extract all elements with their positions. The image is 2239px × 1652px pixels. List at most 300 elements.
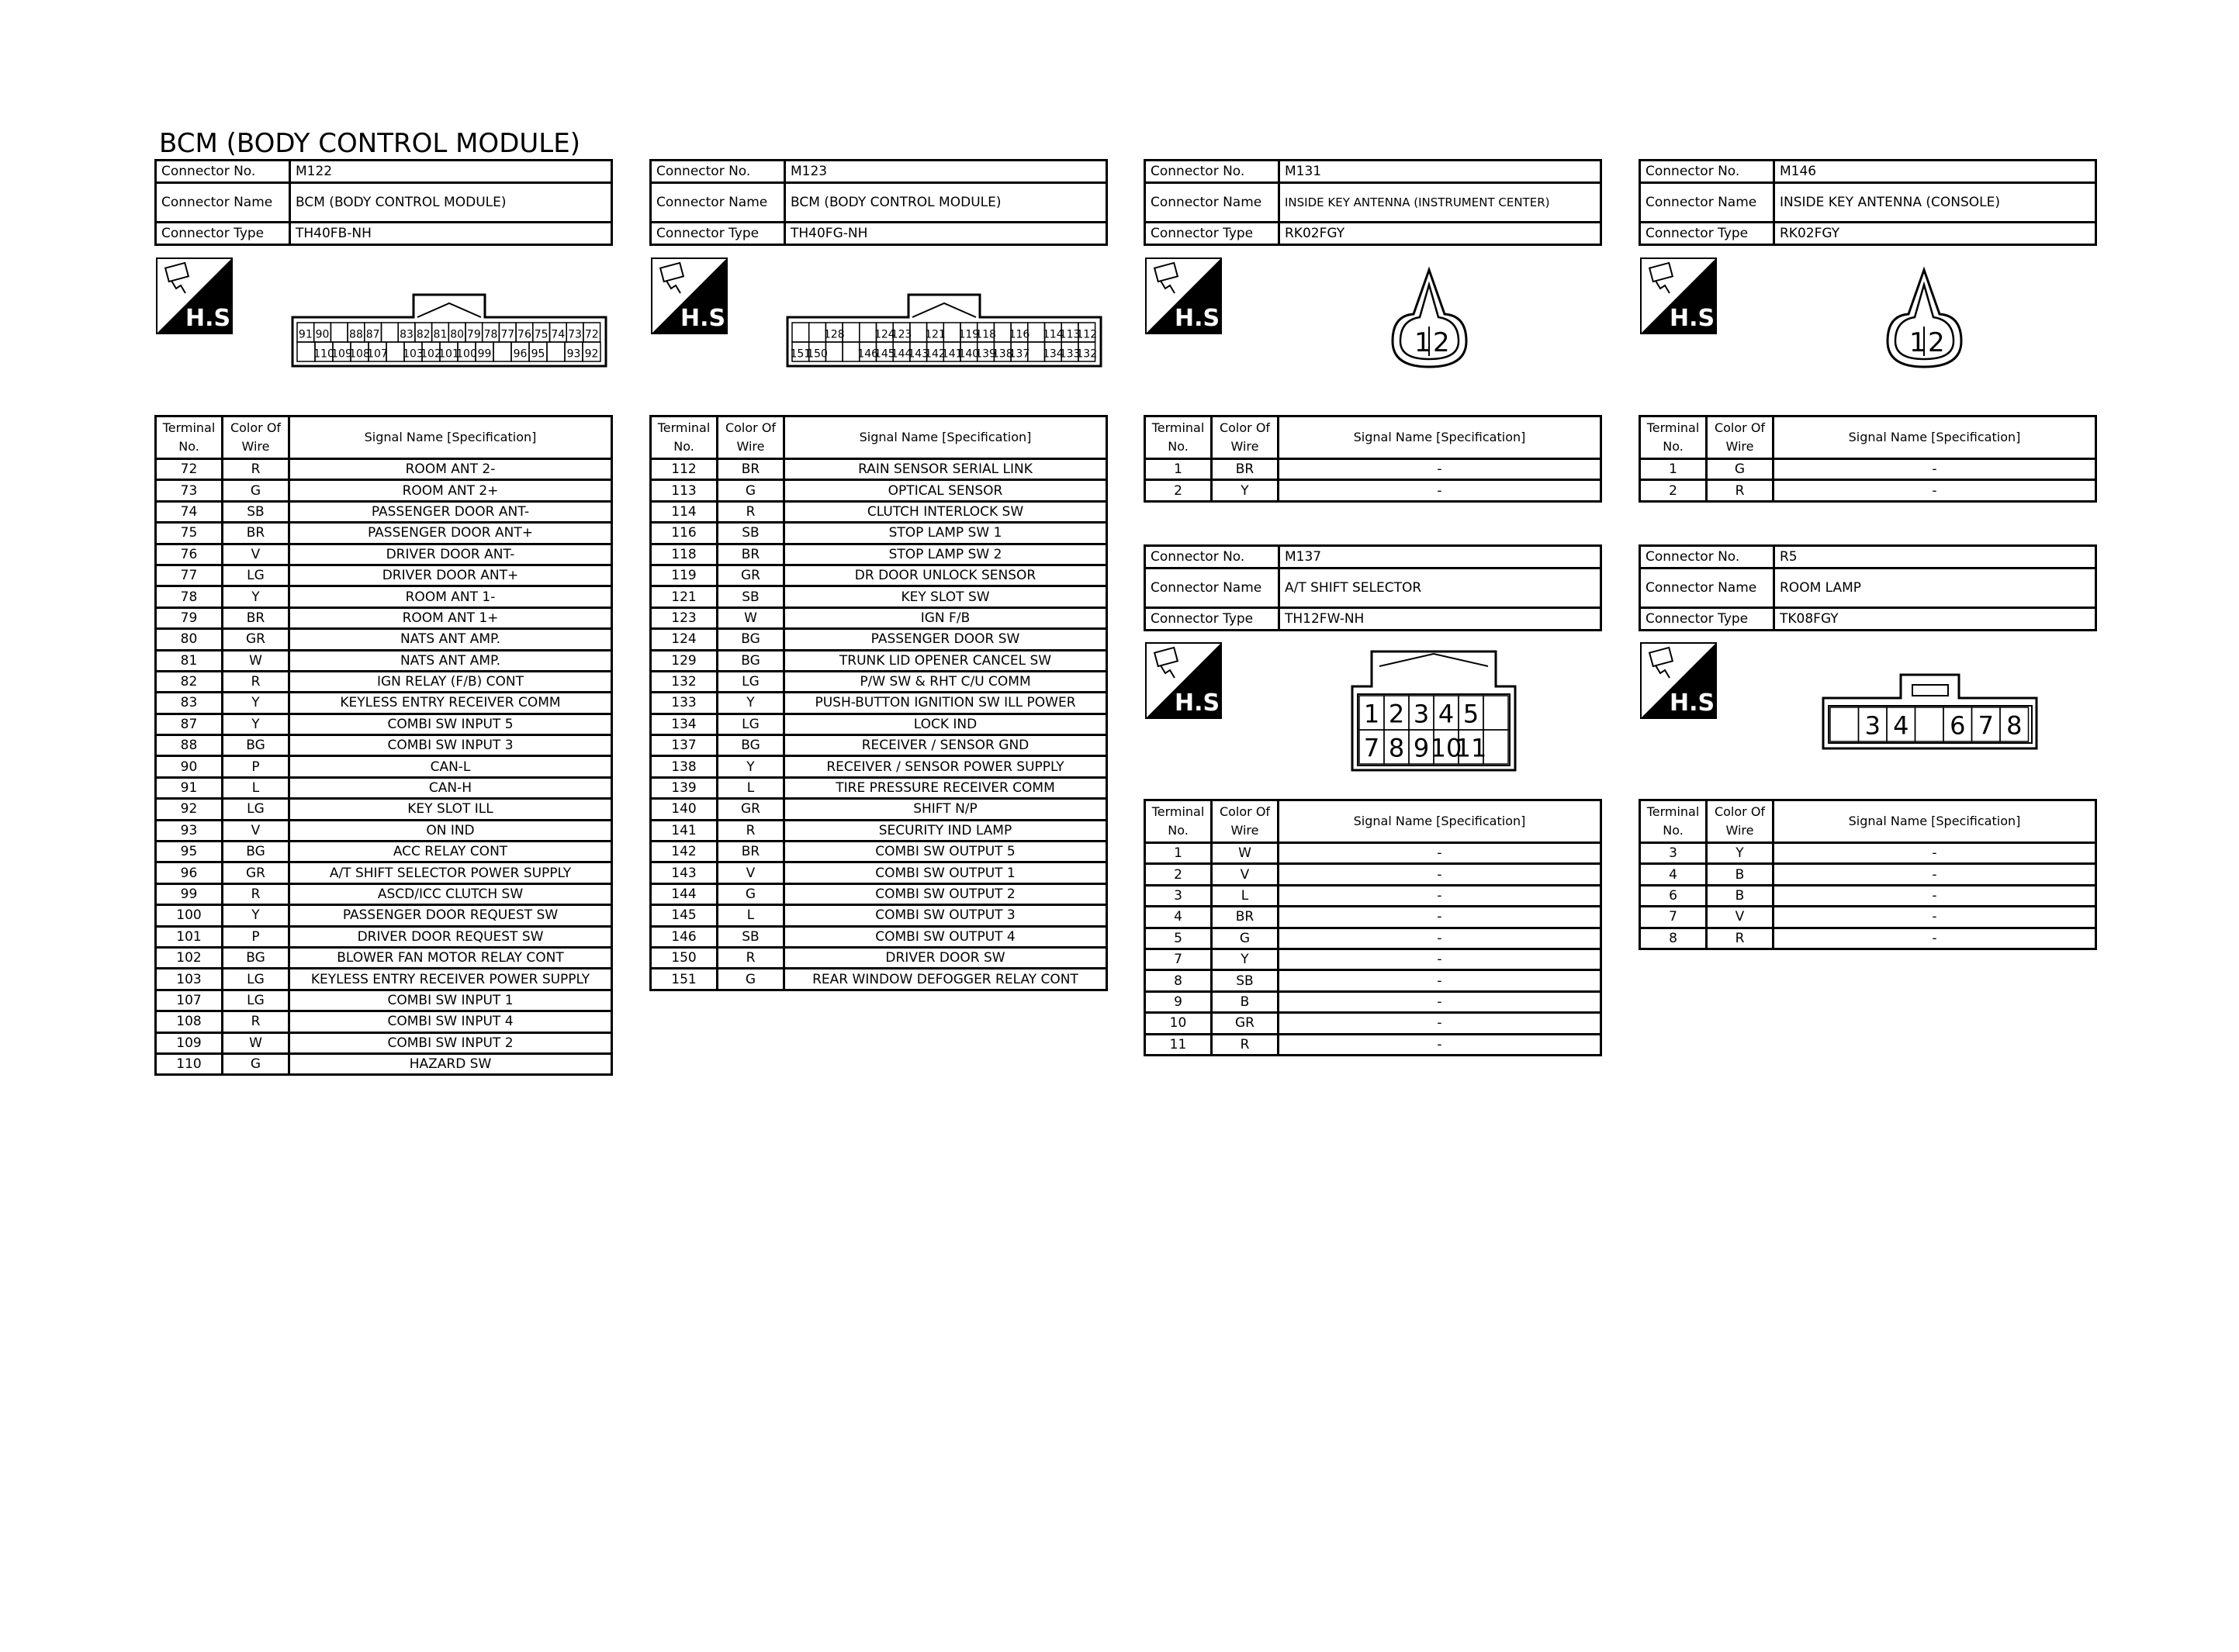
- connector-pin-number: 123: [891, 328, 912, 341]
- connector-face-m131: [1389, 268, 1470, 375]
- terminal: 1: [1640, 459, 1707, 480]
- terminal: 77: [156, 565, 223, 586]
- connector-pin-number: 146: [857, 347, 879, 361]
- terminal: 78: [156, 586, 223, 607]
- connector-header: [1639, 544, 2097, 631]
- wire-color: G: [1212, 928, 1279, 949]
- connector-pin-number: 112: [1076, 328, 1098, 341]
- connector-pin-number: 143: [908, 347, 929, 361]
- wire-color: G: [1707, 459, 1774, 480]
- terminal: 141: [651, 820, 718, 841]
- wire-color: W: [718, 607, 784, 628]
- terminal: 1: [1145, 459, 1212, 480]
- terminal: 96: [156, 862, 223, 883]
- table-row: [651, 714, 1107, 734]
- terminal: 91: [156, 777, 223, 798]
- terminal: 1: [1145, 843, 1212, 864]
- wire-color: V: [1707, 907, 1774, 928]
- connector-pin-number: 101: [438, 347, 459, 361]
- terminal: 114: [651, 501, 718, 522]
- signal-name: -: [1774, 843, 2096, 864]
- connector-field-label: Connector Name: [156, 183, 290, 223]
- table-row: [156, 501, 612, 522]
- terminal: 5: [1145, 928, 1212, 949]
- wire-color: R: [223, 459, 289, 480]
- table-row: [651, 629, 1107, 650]
- signal-name: ON IND: [289, 820, 612, 841]
- terminal: 9: [1145, 991, 1212, 1012]
- table-row: [156, 671, 612, 692]
- connector-pin-number: 91: [298, 328, 313, 341]
- terminal: 100: [156, 905, 223, 926]
- column-header: Terminal No.: [156, 416, 223, 459]
- connector-pin-number: 93: [566, 347, 581, 361]
- signal-name: P/W SW & RHT C/U COMM: [784, 671, 1107, 692]
- signal-name: -: [1279, 970, 1601, 991]
- connector-pin-number: 140: [958, 347, 980, 361]
- column-header: Signal Name [Specification]: [1774, 416, 2096, 459]
- connector-pin-number: 144: [891, 347, 912, 361]
- connector-pin-number: 72: [584, 328, 599, 341]
- table-row: [651, 820, 1107, 841]
- connector-pin-number: 9: [1413, 733, 1430, 763]
- column-header: Terminal No.: [1145, 800, 1212, 843]
- connector-type: TH40FG-NH: [785, 223, 1107, 245]
- wire-color: L: [718, 905, 784, 926]
- table-row: [651, 842, 1107, 862]
- table-row: [651, 693, 1107, 714]
- signal-name: -: [1279, 949, 1601, 969]
- terminal: 83: [156, 693, 223, 714]
- signal-name: ACC RELAY CONT: [289, 842, 612, 862]
- wire-color: R: [1707, 928, 1774, 949]
- terminal: 74: [156, 501, 223, 522]
- connector-field-label: Connector Type: [651, 223, 785, 245]
- table-row: [156, 607, 612, 628]
- connector-pin-number: 75: [534, 328, 549, 341]
- signal-name: COMBI SW OUTPUT 2: [784, 883, 1107, 904]
- terminal: 109: [156, 1032, 223, 1053]
- signal-name: TIRE PRESSURE RECEIVER COMM: [784, 777, 1107, 798]
- connector-pin-number: 151: [790, 347, 812, 361]
- connector-pin-number: 1: [1909, 327, 1926, 358]
- connector-pin-number: 10: [1430, 733, 1462, 763]
- signal-name: -: [1279, 1013, 1601, 1034]
- wire-color: BR: [718, 842, 784, 862]
- wire-color: V: [223, 544, 289, 565]
- column-header: Color Of Wire: [1707, 416, 1774, 459]
- table-row: [156, 926, 612, 947]
- table-row: [651, 544, 1107, 565]
- wire-color: GR: [223, 862, 289, 883]
- table-row: [651, 523, 1107, 544]
- connector-face-m137: [1348, 648, 1519, 779]
- signal-name: COMBI SW OUTPUT 5: [784, 842, 1107, 862]
- connector-field-label: Connector Name: [1640, 183, 1774, 223]
- terminal: 93: [156, 820, 223, 841]
- signal-name: -: [1774, 907, 2096, 928]
- table-row: [651, 969, 1107, 990]
- signal-name: DR DOOR UNLOCK SENSOR: [784, 565, 1107, 586]
- terminal: 99: [156, 883, 223, 904]
- column-header: Terminal No.: [1640, 416, 1707, 459]
- signal-name: LOCK IND: [784, 714, 1107, 734]
- table-row: [156, 459, 612, 480]
- table-row: [651, 799, 1107, 820]
- signal-name: DRIVER DOOR REQUEST SW: [289, 926, 612, 947]
- terminal: 102: [156, 947, 223, 968]
- signal-name: COMBI SW OUTPUT 1: [784, 862, 1107, 883]
- signal-name: BLOWER FAN MOTOR RELAY CONT: [289, 947, 612, 968]
- table-row: [651, 862, 1107, 883]
- table-row: [156, 820, 612, 841]
- signal-name: COMBI SW OUTPUT 3: [784, 905, 1107, 926]
- terminal: 143: [651, 862, 718, 883]
- connector-pin-number: 2: [1388, 699, 1405, 729]
- wire-color: P: [223, 756, 289, 777]
- connector-pin-number: 73: [568, 328, 582, 341]
- table-row: [1145, 928, 1601, 949]
- connector-type: RK02FGY: [1279, 223, 1601, 245]
- terminal: 3: [1640, 843, 1707, 864]
- terminal: 142: [651, 842, 718, 862]
- table-row: [1145, 864, 1601, 885]
- connector-name: INSIDE KEY ANTENNA (CONSOLE): [1774, 183, 2096, 223]
- connector-pin-number: 7: [1363, 733, 1380, 763]
- terminal: 107: [156, 990, 223, 1011]
- table-row: [1145, 885, 1601, 906]
- wire-color: LG: [718, 671, 784, 692]
- connector-pin-number: 145: [874, 347, 895, 361]
- table-row: [156, 862, 612, 883]
- table-row: [651, 883, 1107, 904]
- connector-pin-number: 139: [975, 347, 996, 361]
- wire-color: SB: [718, 523, 784, 544]
- wire-color: V: [1212, 864, 1279, 885]
- wire-color: R: [223, 883, 289, 904]
- terminal: 10: [1145, 1013, 1212, 1034]
- table-row: [156, 905, 612, 926]
- signal-name: OPTICAL SENSOR: [784, 480, 1107, 501]
- terminal: 81: [156, 650, 223, 671]
- table-row: [156, 480, 612, 501]
- table-row: [156, 842, 612, 862]
- signal-name: ROOM ANT 1+: [289, 607, 612, 628]
- column-header: Signal Name [Specification]: [1279, 416, 1601, 459]
- connector-pin-number: 124: [874, 328, 895, 341]
- connector-pin-number: 77: [500, 328, 515, 341]
- table-row: [156, 883, 612, 904]
- signal-name: COMBI SW INPUT 4: [289, 1011, 612, 1032]
- signal-name: PASSENGER DOOR SW: [784, 629, 1107, 650]
- wire-color: BR: [223, 607, 289, 628]
- terminal: 124: [651, 629, 718, 650]
- wire-color: GR: [718, 799, 784, 820]
- signal-name: COMBI SW INPUT 3: [289, 735, 612, 756]
- wire-color: R: [718, 820, 784, 841]
- table-row: [651, 607, 1107, 628]
- terminal: 4: [1640, 864, 1707, 885]
- connector-pin-number: 7: [1978, 710, 1994, 741]
- connector-field-label: Connector Name: [1145, 183, 1279, 223]
- wire-color: GR: [223, 629, 289, 650]
- terminal: 129: [651, 650, 718, 671]
- signal-name: STOP LAMP SW 2: [784, 544, 1107, 565]
- connector-face-m122: [291, 293, 607, 371]
- connector-pin-number: 95: [531, 347, 545, 361]
- wire-color: W: [1212, 843, 1279, 864]
- harness-side-icon: [651, 257, 735, 334]
- wire-color: Y: [1212, 480, 1279, 501]
- terminal: 103: [156, 969, 223, 990]
- connector-pin-number: 103: [403, 347, 424, 361]
- signal-name: RECEIVER / SENSOR POWER SUPPLY: [784, 756, 1107, 777]
- table-row: [651, 671, 1107, 692]
- terminal: 134: [651, 714, 718, 734]
- connector-pin-number: 11: [1455, 733, 1487, 763]
- connector-name: A/T SHIFT SELECTOR: [1279, 569, 1601, 608]
- signal-name: CLUTCH INTERLOCK SW: [784, 501, 1107, 522]
- wire-color: W: [223, 1032, 289, 1053]
- terminal: 140: [651, 799, 718, 820]
- connector-type: RK02FGY: [1774, 223, 2096, 245]
- table-row: [1640, 480, 2096, 501]
- column-header: Color Of Wire: [718, 416, 784, 459]
- connector-pin-number: 107: [367, 347, 388, 361]
- connector-no: M146: [1774, 161, 2096, 183]
- hs-label: H.S.: [1670, 689, 1724, 717]
- connector-pin-number: 87: [365, 328, 380, 341]
- wire-color: GR: [1212, 1013, 1279, 1034]
- pin-table: [1639, 415, 2097, 503]
- terminal: 7: [1640, 907, 1707, 928]
- table-row: [1640, 885, 2096, 906]
- terminal: 108: [156, 1011, 223, 1032]
- wire-color: BR: [718, 544, 784, 565]
- table-row: [156, 1053, 612, 1074]
- column-header: Signal Name [Specification]: [1279, 800, 1601, 843]
- terminal: 4: [1145, 907, 1212, 928]
- terminal: 110: [156, 1053, 223, 1074]
- connector-field-label: Connector Name: [1640, 569, 1774, 608]
- connector-pin-number: 74: [551, 328, 566, 341]
- column-header: Signal Name [Specification]: [1774, 800, 2096, 843]
- wire-color: Y: [718, 756, 784, 777]
- wire-color: B: [1707, 864, 1774, 885]
- table-row: [651, 905, 1107, 926]
- terminal: 145: [651, 905, 718, 926]
- wire-color: Y: [223, 905, 289, 926]
- signal-name: STOP LAMP SW 1: [784, 523, 1107, 544]
- signal-name: TRUNK LID OPENER CANCEL SW: [784, 650, 1107, 671]
- table-row: [651, 459, 1107, 480]
- terminal: 8: [1640, 928, 1707, 949]
- connector-pin-number: 134: [1042, 347, 1064, 361]
- connector-field-label: Connector No.: [1640, 546, 1774, 569]
- connector-no: M123: [785, 161, 1107, 183]
- wire-color: B: [1707, 885, 1774, 906]
- table-row: [156, 1032, 612, 1053]
- signal-name: -: [1279, 1034, 1601, 1055]
- table-row: [651, 501, 1107, 522]
- terminal: 133: [651, 693, 718, 714]
- signal-name: -: [1774, 480, 2096, 501]
- table-row: [156, 735, 612, 756]
- connector-pin-number: 78: [483, 328, 498, 341]
- terminal: 75: [156, 523, 223, 544]
- connector-name: BCM (BODY CONTROL MODULE): [290, 183, 612, 223]
- connector-face-r5: [1819, 671, 2040, 755]
- connector-pin-number: 121: [925, 328, 946, 341]
- wire-color: R: [223, 1011, 289, 1032]
- wire-color: SB: [718, 926, 784, 947]
- signal-name: PASSENGER DOOR ANT+: [289, 523, 612, 544]
- wire-color: G: [718, 883, 784, 904]
- terminal: 138: [651, 756, 718, 777]
- column-header: Color Of Wire: [1212, 416, 1279, 459]
- hs-label: H.S.: [1670, 305, 1724, 332]
- table-row: [156, 1011, 612, 1032]
- signal-name: -: [1279, 843, 1601, 864]
- connector-type: TK08FGY: [1774, 608, 2096, 631]
- signal-name: -: [1279, 991, 1601, 1012]
- table-row: [156, 947, 612, 968]
- terminal: 72: [156, 459, 223, 480]
- table-row: [1145, 991, 1601, 1012]
- connector-pin-number: 81: [433, 328, 448, 341]
- table-row: [1640, 907, 2096, 928]
- table-row: [156, 969, 612, 990]
- column-header: Color Of Wire: [1212, 800, 1279, 843]
- connector-pin-number: 4: [1893, 710, 1909, 741]
- connector-pin-number: 88: [349, 328, 363, 341]
- terminal: 119: [651, 565, 718, 586]
- wire-color: Y: [223, 693, 289, 714]
- wire-color: BR: [718, 459, 784, 480]
- wire-color: BG: [223, 947, 289, 968]
- table-row: [1640, 864, 2096, 885]
- terminal: 76: [156, 544, 223, 565]
- terminal: 146: [651, 926, 718, 947]
- connector-pin-number: 90: [315, 328, 330, 341]
- table-row: [1640, 459, 2096, 480]
- signal-name: A/T SHIFT SELECTOR POWER SUPPLY: [289, 862, 612, 883]
- connector-pin-number: 109: [331, 347, 352, 361]
- table-row: [651, 586, 1107, 607]
- connector-no: M137: [1279, 546, 1601, 569]
- connector-field-label: Connector Type: [1145, 223, 1279, 245]
- pin-table: [154, 415, 613, 1076]
- wire-color: L: [223, 777, 289, 798]
- signal-name: -: [1774, 459, 2096, 480]
- signal-name: DRIVER DOOR ANT+: [289, 565, 612, 586]
- signal-name: KEYLESS ENTRY RECEIVER POWER SUPPLY: [289, 969, 612, 990]
- connector-type: TH40FB-NH: [290, 223, 612, 245]
- connector-field-label: Connector Type: [1640, 608, 1774, 631]
- connector-pin-number: 2: [1433, 327, 1450, 358]
- wire-color: Y: [1707, 843, 1774, 864]
- signal-name: -: [1279, 928, 1601, 949]
- wire-color: W: [223, 650, 289, 671]
- connector-pin-number: 138: [991, 347, 1013, 361]
- terminal: 118: [651, 544, 718, 565]
- connector-pin-number: 5: [1462, 699, 1479, 729]
- signal-name: CAN-H: [289, 777, 612, 798]
- connector-pin-number: 1: [1414, 327, 1431, 358]
- table-row: [1145, 949, 1601, 969]
- connector-pin-number: 100: [456, 347, 477, 361]
- connector-pin-number: 92: [584, 347, 599, 361]
- terminal: 3: [1145, 885, 1212, 906]
- signal-name: NATS ANT AMP.: [289, 650, 612, 671]
- connector-header: [154, 159, 613, 246]
- terminal: 139: [651, 777, 718, 798]
- terminal: 11: [1145, 1034, 1212, 1055]
- table-row: [156, 544, 612, 565]
- signal-name: ASCD/ICC CLUTCH SW: [289, 883, 612, 904]
- connector-pin-number: 8: [1388, 733, 1405, 763]
- wire-color: G: [223, 480, 289, 501]
- wire-color: LG: [223, 799, 289, 820]
- signal-name: IGN F/B: [784, 607, 1107, 628]
- terminal: 73: [156, 480, 223, 501]
- connector-field-label: Connector No.: [1145, 546, 1279, 569]
- connector-name: BCM (BODY CONTROL MODULE): [785, 183, 1107, 223]
- signal-name: RECEIVER / SENSOR GND: [784, 735, 1107, 756]
- connector-pin-number: 119: [958, 328, 980, 341]
- connector-pin-number: 8: [2006, 710, 2023, 741]
- column-header: Terminal No.: [1640, 800, 1707, 843]
- table-row: [156, 777, 612, 798]
- wire-color: R: [718, 501, 784, 522]
- pin-table: [649, 415, 1108, 991]
- signal-name: PUSH-BUTTON IGNITION SW ILL POWER: [784, 693, 1107, 714]
- terminal: 90: [156, 756, 223, 777]
- connector-pin-number: 141: [941, 347, 963, 361]
- pin-table: [1639, 799, 2097, 950]
- wire-color: BR: [1212, 907, 1279, 928]
- terminal: 151: [651, 969, 718, 990]
- terminal: 95: [156, 842, 223, 862]
- column-header: Terminal No.: [651, 416, 718, 459]
- harness-side-icon: [156, 257, 240, 334]
- terminal: 137: [651, 735, 718, 756]
- terminal: 92: [156, 799, 223, 820]
- terminal: 123: [651, 607, 718, 628]
- signal-name: REAR WINDOW DEFOGGER RELAY CONT: [784, 969, 1107, 990]
- harness-side-icon: [1640, 642, 1724, 719]
- signal-name: PASSENGER DOOR REQUEST SW: [289, 905, 612, 926]
- terminal: 2: [1145, 480, 1212, 501]
- connector-header: [1144, 159, 1602, 246]
- signal-name: SECURITY IND LAMP: [784, 820, 1107, 841]
- connector-no: R5: [1774, 546, 2096, 569]
- table-row: [1640, 843, 2096, 864]
- terminal: 144: [651, 883, 718, 904]
- wire-color: Y: [1212, 949, 1279, 969]
- wire-color: R: [1707, 480, 1774, 501]
- terminal: 8: [1145, 970, 1212, 991]
- table-row: [156, 523, 612, 544]
- signal-name: ROOM ANT 2+: [289, 480, 612, 501]
- connector-pin-number: 6: [1950, 710, 1966, 741]
- terminal: 116: [651, 523, 718, 544]
- hs-label: H.S.: [1175, 305, 1229, 332]
- connector-pin-number: 118: [975, 328, 996, 341]
- connector-field-label: Connector Name: [1145, 569, 1279, 608]
- terminal: 132: [651, 671, 718, 692]
- column-header: Color Of Wire: [1707, 800, 1774, 843]
